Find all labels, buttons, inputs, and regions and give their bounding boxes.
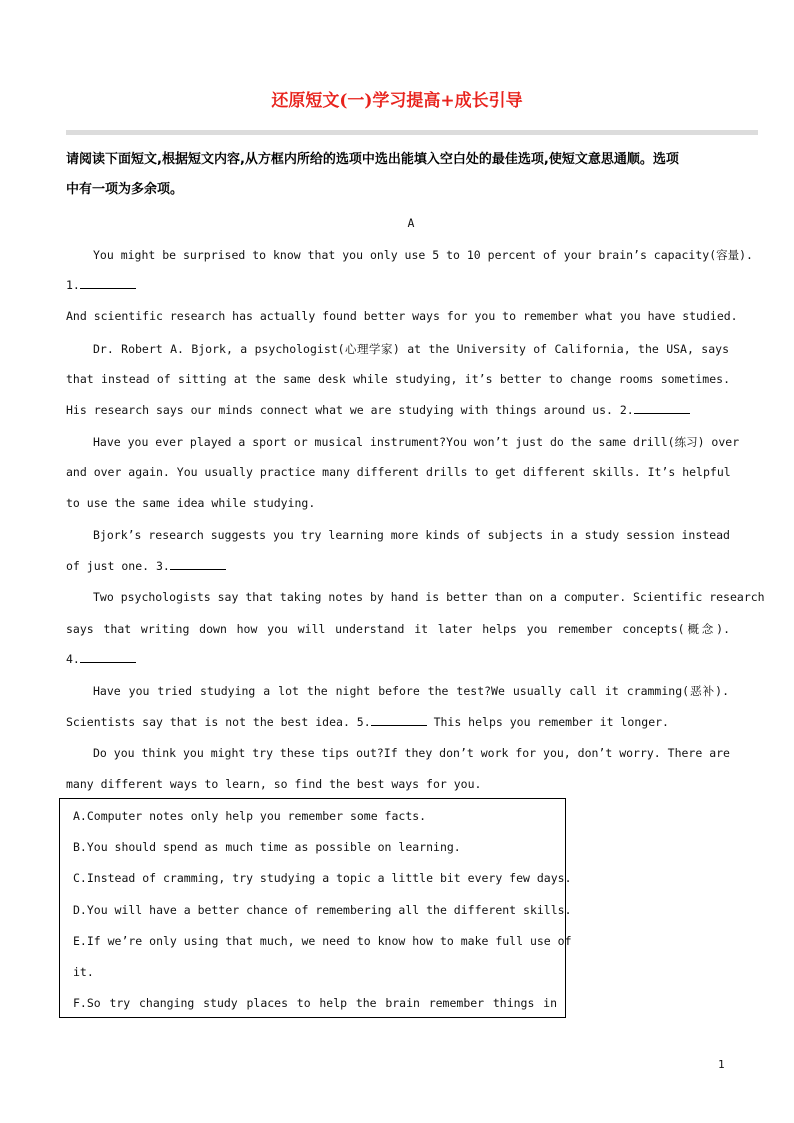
option-a: A.Computer notes only help you remember some facts. — [73, 809, 427, 823]
blank-2-line — [634, 403, 690, 414]
paragraph-3-line-2: and over again. You usually practice many different drills to get different skills. It’s helpful — [66, 465, 731, 479]
blank-5-line — [371, 715, 427, 726]
instructions-line-1: 请阅读下面短文,根据短文内容,从方框内所给的选项中选出能填入空白处的最佳选项,使短文意思通顺。选项 — [66, 152, 679, 167]
blank-4-line — [80, 652, 136, 663]
paragraph-7-line-2: many different ways to learn, so find the best ways for you. — [66, 777, 482, 791]
paragraph-3-line-3: to use the same idea while studying. — [66, 496, 316, 510]
blank-4 — [66, 652, 730, 666]
page-number: 1 — [718, 1058, 725, 1071]
paragraph-4-line-1: Bjork’s research suggests you try learning more kinds of subjects in a study session instead — [93, 528, 730, 542]
page-title: 还原短文(一)学习提高+成长引导 — [271, 91, 523, 111]
paragraph-6-line-1: Have you tried studying a lot the night before the test?We usually call it cramming(恶补). — [93, 684, 729, 698]
paragraph-1-line-1: You might be surprised to know that you only use 5 to 10 percent of your brain’s capacity(容量). — [93, 248, 753, 262]
option-c: C.Instead of cramming, try studying a topic a little bit every few days. — [73, 871, 572, 885]
paragraph-6-line-2-text: Scientists say that is not the best idea. 5. — [66, 715, 371, 729]
paragraph-1-line-2: And scientific research has actually found better ways for you to remember what you have studied. — [66, 309, 738, 323]
passage-heading: A — [407, 216, 415, 230]
instructions-line-2: 中有一项为多余项。 — [66, 182, 184, 197]
option-e-line-2: it. — [73, 965, 94, 979]
option-b: B.You should spend as much time as possible on learning. — [73, 840, 461, 854]
option-d: D.You will have a better chance of remembering all the different skills. — [73, 903, 572, 917]
paragraph-2-line-1: Dr. Robert A. Bjork, a psychologist(心理学家) at the University of California, the USA, says — [93, 342, 729, 356]
paragraph-4-line-2 — [66, 559, 730, 573]
option-e-line-1: E.If we’re only using that much, we need to know how to make full use of — [73, 934, 572, 948]
options-box — [59, 798, 572, 1018]
title-divider — [66, 130, 758, 135]
paragraph-5-line-2: says that writing down how you will understand it later helps you remember concepts(概念). — [66, 622, 730, 636]
paragraph-2-line-3-text: His research says our minds connect what we are studying with things around us. 2. — [66, 403, 634, 417]
paragraph-4-line-2-text: of just one. 3. — [66, 559, 170, 573]
paragraph-2-line-2: that instead of sitting at the same desk while studying, it’s better to change rooms sometimes. — [66, 372, 730, 386]
paragraph-2-line-3 — [66, 403, 730, 417]
paragraph-7-line-1: Do you think you might try these tips out?If they don’t work for you, don’t worry. There are — [93, 746, 730, 760]
blank-1-line — [80, 278, 136, 289]
paragraph-6-line-2-tail: This helps you remember it longer. — [426, 715, 669, 729]
paragraph-6-line-2 — [66, 715, 730, 729]
paragraph-5-line-1: Two psychologists say that taking notes by hand is better than on a computer. Scientific research — [93, 590, 765, 604]
blank-4-number: 4. — [66, 652, 80, 666]
blank-1-number: 1. — [66, 278, 80, 292]
paragraph-3-line-1: Have you ever played a sport or musical instrument?You won’t just do the same drill(练习) over — [93, 435, 740, 449]
blank-3-line — [170, 559, 226, 570]
blank-1 — [66, 278, 730, 292]
option-f: F.So try changing study places to help the brain remember things in — [73, 996, 557, 1010]
